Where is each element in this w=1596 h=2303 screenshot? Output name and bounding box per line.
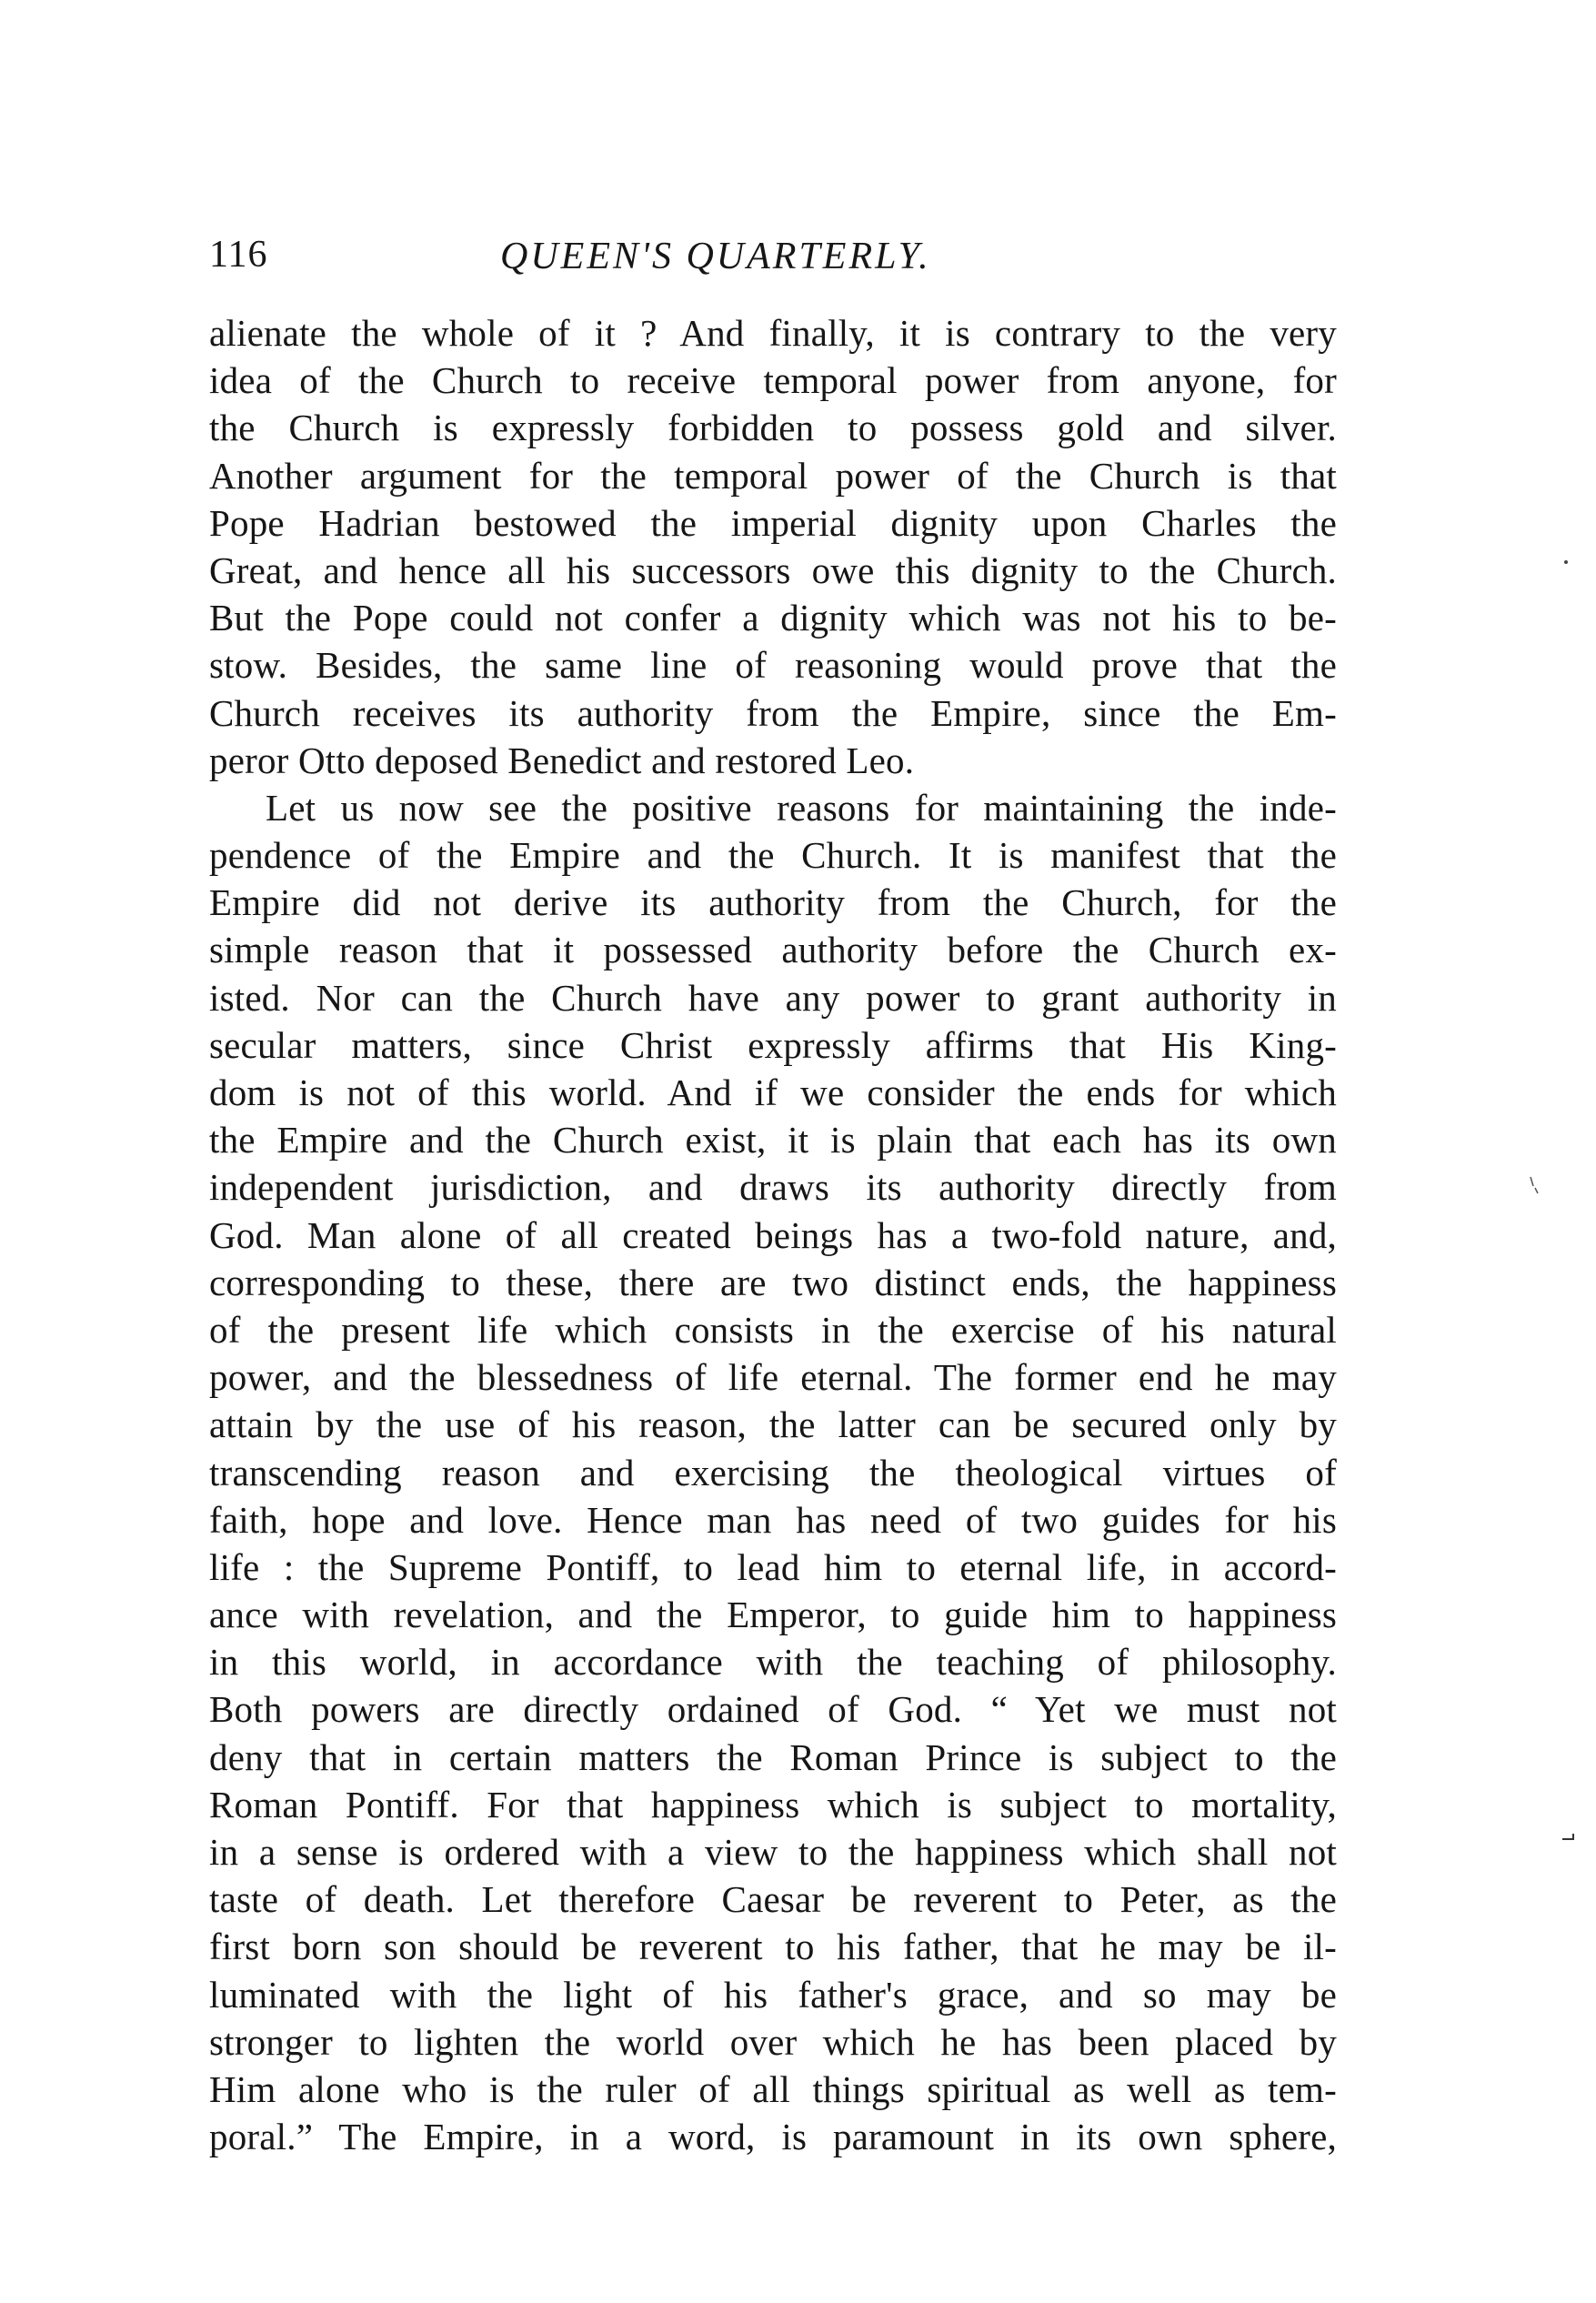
text-line: faith, hope and love. Hence man has need of two guides for his — [209, 1498, 1337, 1541]
text-line: of the present life which consists in the exercise of his natural — [209, 1308, 1337, 1351]
text-line: Great, and hence all his successors owe this dignity to the Church. — [209, 548, 1337, 591]
text-line: God. Man alone of all created beings has a two-fold nature, and, — [209, 1213, 1337, 1256]
text-line: in a sense is ordered with a view to the happiness which shall not — [209, 1831, 1337, 1873]
paragraph-first-line: Let us now see the positive reasons for maintaining the inde- — [266, 786, 1337, 829]
text-line: secular matters, since Christ expressly affirms that His King- — [209, 1023, 1337, 1066]
text-line: taste of death. Let therefore Caesar be reverent to Peter, as the — [209, 1878, 1337, 1921]
text-line: stow. Besides, the same line of reasoning would prove that the — [209, 644, 1337, 687]
scan-speck — [1528, 1175, 1541, 1195]
text-line: the Empire and the Church exist, it is plain that each has its own — [209, 1119, 1337, 1162]
text-line: stronger to lighten the world over which he has been placed by — [209, 2020, 1337, 2063]
text-line: Pope Hadrian bestowed the imperial dignity upon Charles the — [209, 501, 1337, 544]
text-line: simple reason that it possessed authority before the Church ex- — [209, 929, 1337, 971]
text-line: Another argument for the temporal power of the Church is that — [209, 454, 1337, 497]
text-line: Both powers are directly ordained of God. “ Yet we must not — [209, 1688, 1337, 1731]
text-line: poral.” The Empire, in a word, is paramount in its own sphere, — [209, 2116, 1337, 2158]
body-text — [209, 309, 1337, 2160]
page-header — [209, 233, 1332, 287]
text-line: idea of the Church to receive temporal power from anyone, for — [209, 359, 1337, 402]
text-line: Church receives its authority from the Empire, since the Em- — [209, 691, 1337, 734]
text-line: the Church is expressly forbidden to possess gold and silver. — [209, 407, 1337, 449]
text-line: Empire did not derive its authority from the Church, for the — [209, 881, 1337, 924]
text-line: in this world, in accordance with the teaching of philosophy. — [209, 1641, 1337, 1684]
text-line: deny that in certain matters the Roman Prince is subject to the — [209, 1735, 1337, 1778]
scan-speck — [1561, 1830, 1577, 1846]
text-line: Him alone who is the ruler of all things spiritual as well as tem- — [209, 2067, 1337, 2110]
scan-speck — [1562, 558, 1570, 566]
text-line: isted. Nor can the Church have any power to grant authority in — [209, 976, 1337, 1019]
text-line: attain by the use of his reason, the latter can be secured only by — [209, 1403, 1337, 1446]
text-line: life : the Supreme Pontiff, to lead him to eternal life, in accord- — [209, 1545, 1337, 1588]
text-line: power, and the blessedness of life eternal. The former end he may — [209, 1356, 1337, 1399]
text-line: ance with revelation, and the Emperor, to guide him to happiness — [209, 1594, 1337, 1636]
text-line: pendence of the Empire and the Church. It is manifest that the — [209, 834, 1337, 877]
text-line: Roman Pontiff. For that happiness which is subject to mortality, — [209, 1783, 1337, 1825]
running-head: QUEEN'S QUARTERLY. — [500, 236, 931, 277]
text-line: luminated with the light of his father's grace, and so may be — [209, 1973, 1337, 2016]
text-line: transcending reason and exercising the theological virtues of — [209, 1451, 1337, 1493]
text-line: alienate the whole of it ? And finally, it is contrary to the very — [209, 312, 1337, 354]
text-line: first born son should be reverent to his father, that he may be il- — [209, 1926, 1337, 1968]
text-line: independent jurisdiction, and draws its authority directly from — [209, 1166, 1337, 1209]
page-number: 116 — [209, 234, 268, 276]
text-line: peror Otto deposed Benedict and restored Leo. — [209, 739, 915, 781]
text-line: dom is not of this world. And if we consider the ends for which — [209, 1071, 1337, 1113]
text-line: But the Pope could not confer a dignity which was not his to be- — [209, 597, 1337, 639]
text-line: corresponding to these, there are two distinct ends, the happiness — [209, 1261, 1337, 1303]
